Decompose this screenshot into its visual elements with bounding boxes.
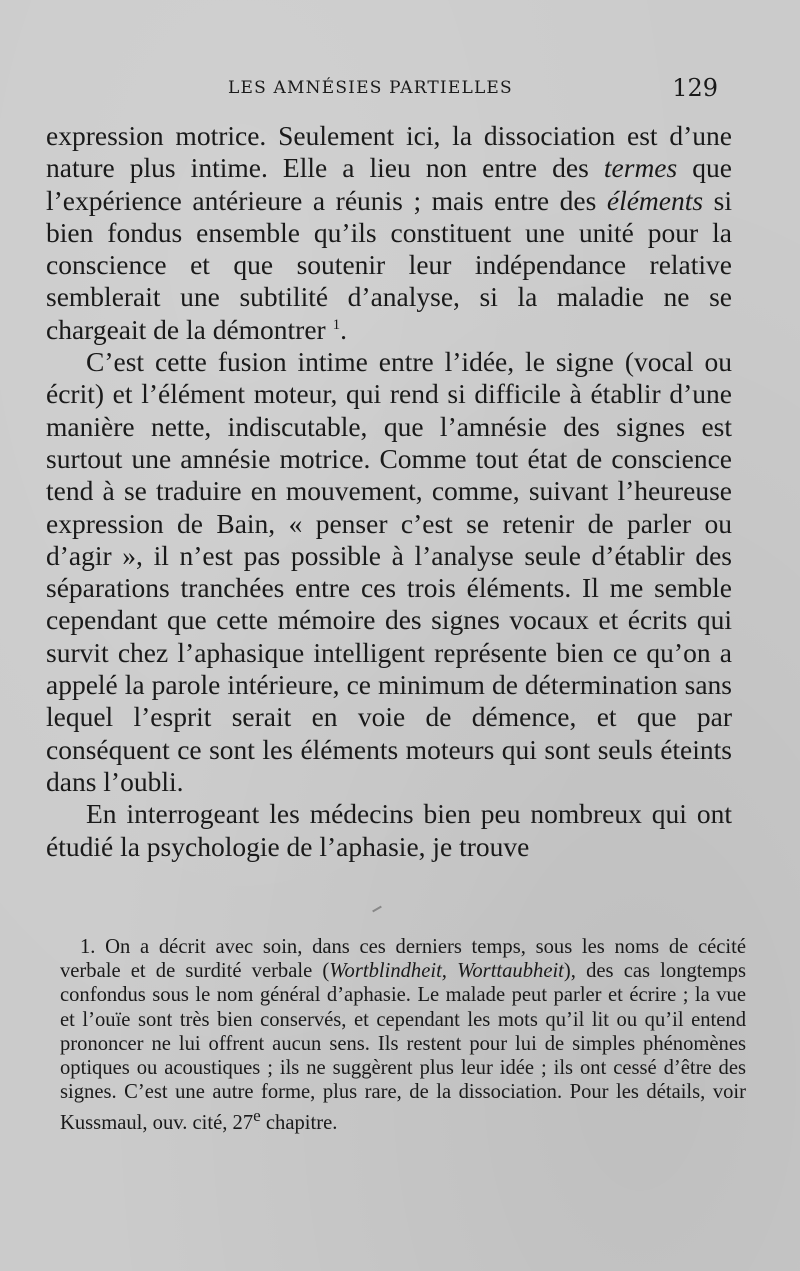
paragraph-1-text-d: . <box>340 313 347 345</box>
paragraph-3: En interrogeant les médecins bien peu nombreux qui ont étudié la psychologie de l’aphasie, je trouve <box>46 798 732 862</box>
paragraph-1-text-b: que l’expérience antérieure a réunis ; mais entre des <box>46 152 732 216</box>
footnote-text-a: On a décrit avec soin, dans ces derniers temps, sous les noms de cécité verbale et de surdité verbale ( <box>60 936 746 983</box>
emphasis-elements: éléments <box>606 184 704 216</box>
running-title: LES AMNÉSIES PARTIELLES <box>228 78 513 98</box>
footnote-paragraph <box>60 935 746 1135</box>
ink-mark <box>372 906 382 913</box>
paragraph-2: C’est cette fusion intime entre l’idée, le signe (vocal ou écrit) et l’élément moteur, qui rend si difficile à établir d’une manière nette, indiscutable, que l’amnésie des signes est surtout une amnésie motrice. Comme tout état de conscience tend à se traduire en mouvement, comme, suivant l’heureuse expression de Bain, « penser c’est se retenir de parler ou d’agir », il n’est pas possible à l’analyse seule d’établir des séparations tranchées entre ces trois éléments. Il me semble cependant que cette mémoire des signes vocaux et écrits qui survit chez l’aphasique intelligent représente bien ce qu’on a appelé la parole intérieure, ce minimum de détermination sans lequel l’esprit serait en voie de démence, et que par conséquent ce sont les éléments moteurs qui sont seuls éteints dans l’oubli. <box>46 346 732 797</box>
paragraph-1-text-c: si bien fondus ensemble qu’ils constituent une unité pour la conscience et que soutenir leur indépendance relative semblerait une subtilité d’analyse, si la maladie ne se chargeait de la démontrer <box>46 184 732 345</box>
footnote-number: 1. <box>80 936 96 958</box>
footnote-superscript: e <box>253 1106 261 1126</box>
paragraph-1-text-a: expression motrice. Seulement ici, la dissociation est d’une nature plus intime. Elle a lieu non entre des <box>46 120 732 184</box>
body-text <box>46 120 732 863</box>
footnote-text-b: ), des cas longtemps confondus sous le nom général d’aphasie. Le malade peut parler et écrire ; la vue et l’ouïe sont très bien conservés, et cependant les mots qu’il lit ou qu’il entend prononcer ne lui offrent aucun sens. Ils restent pour lui de simples phénomènes optiques ou acoustiques ; ils ne suggèrent plus leur idée ; ils ont cessé d’être des signes. C’est une autre forme, plus rare, de la dissociation. Pour les détails, voir Kussmaul, ouv. cité, 27 <box>60 960 746 1135</box>
emphasis-termes: termes <box>603 152 678 184</box>
page-number: 129 <box>672 74 718 102</box>
running-head <box>0 74 800 106</box>
footnote-text-c: chapitre. <box>260 1112 338 1135</box>
footnote <box>60 935 746 1135</box>
footnote-reference: 1 <box>332 316 341 333</box>
footnote-emphasis: Wortblindheit, Worttaubheit <box>329 960 564 983</box>
paragraph-1 <box>46 120 732 346</box>
